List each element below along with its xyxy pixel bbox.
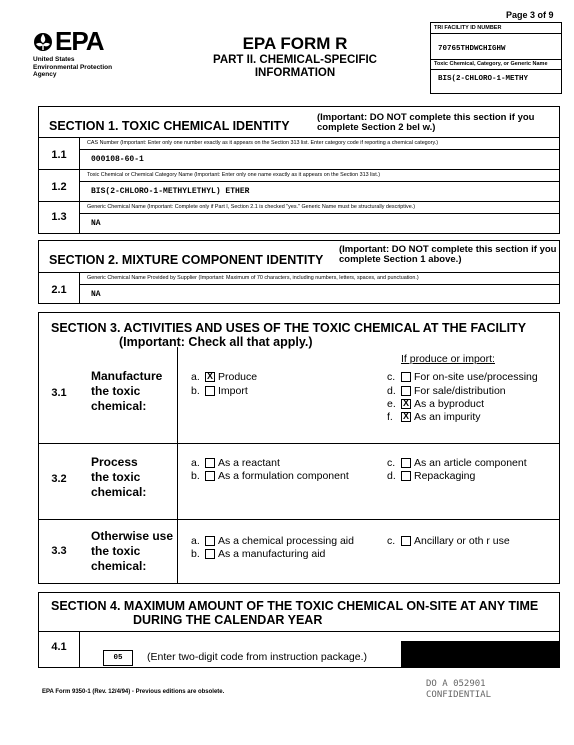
row-number: 1.2 — [51, 181, 67, 193]
epa-wordmark: EPA — [55, 26, 104, 56]
form-title: EPA FORM R — [242, 34, 348, 53]
field-instruction: Generic Chemical Name Provided by Supplier (Important: Maximum of 70 characters, including numbers, letters, spaces, and punctuation.) — [87, 275, 419, 281]
section-3 — [38, 312, 560, 584]
facility-id-value: 70765THDWCHIGHW — [438, 45, 506, 53]
option-manufacturing-aid[interactable]: b. As a manufacturing aid — [191, 548, 326, 560]
option-sale-distribution[interactable]: d. For sale/distribution — [387, 385, 506, 397]
field-instruction: CAS Number (Important: Enter only one number exactly as it appears on the Section 313 list. Enter category code if reporting a chemical category.) — [87, 140, 439, 146]
row-number: 2.1 — [51, 284, 67, 296]
form-footer: EPA Form 9350-1 (Rev. 12/4/94) - Previous editions are obsolete. — [42, 689, 225, 695]
section-2-important: (Important: DO NOT complete this section if you complete Section 1 above.) — [339, 244, 557, 265]
row-number: 3.1 — [51, 387, 67, 399]
section-1-important: (Important: DO NOT complete this section if you complete Section 2 bel w.) — [317, 112, 535, 133]
section-1-title: SECTION 1. TOXIC CHEMICAL IDENTITY — [49, 119, 290, 133]
option-processing-aid[interactable]: a. As a chemical processing aid — [191, 535, 354, 547]
section-4 — [38, 592, 560, 668]
checkbox — [401, 458, 411, 468]
option-produce[interactable]: a. X Produce — [191, 371, 257, 383]
form-title-block — [180, 34, 410, 80]
row-number: 4.1 — [51, 641, 67, 653]
chemical-name-field[interactable]: BIS(2-CHLORO-1-METHYLETHYL) ETHER — [91, 187, 250, 196]
checkbox — [205, 458, 215, 468]
epa-flower-icon — [33, 32, 53, 52]
option-byproduct[interactable]: e. X As a byproduct — [387, 398, 484, 410]
checkbox — [401, 471, 411, 481]
confidential-stamp: DO A 052901 CONFIDENTIAL — [426, 679, 492, 700]
checkbox — [401, 386, 411, 396]
cas-number-field[interactable]: 000108-60-1 — [91, 155, 144, 164]
checkbox — [205, 386, 215, 396]
supplier-generic-name-field[interactable]: NA — [91, 290, 101, 299]
section-2 — [38, 240, 560, 304]
field-instruction: Toxic Chemical or Chemical Category Name (Important: Enter only one name exactly as it appears on the Section 313 list.) — [87, 172, 381, 178]
checkbox — [205, 471, 215, 481]
row-number: 1.3 — [51, 211, 67, 223]
activity-label: Otherwise use the toxic chemical: — [91, 529, 174, 573]
chemical-name-value: BIS(2-CHLORO-1-METHY — [438, 75, 529, 83]
form-subtitle: PART II. CHEMICAL-SPECIFIC — [213, 54, 377, 66]
option-onsite-use[interactable]: c. For on-site use/processing — [387, 371, 538, 383]
option-formulation-component[interactable]: b. As a formulation component — [191, 470, 349, 482]
option-ancillary-use[interactable]: c. Ancillary or oth r use — [387, 535, 510, 547]
tri-id-box — [430, 22, 562, 94]
option-impurity[interactable]: f. X As an impurity — [387, 411, 481, 423]
section-3-title: SECTION 3. ACTIVITIES AND USES OF THE TOXIC CHEMICAL AT THE FACILITY (Important: Check all that apply.) — [51, 321, 527, 349]
row-number: 3.3 — [51, 545, 67, 557]
redaction-bar — [401, 641, 559, 667]
section-1 — [38, 106, 560, 234]
checkbox-checked — [401, 399, 411, 409]
chemical-name-label: Toxic Chemical, Category, or Generic Name — [434, 61, 548, 67]
section-2-title: SECTION 2. MIXTURE COMPONENT IDENTITY — [49, 253, 324, 267]
checkbox — [205, 549, 215, 559]
generic-name-field[interactable]: NA — [91, 219, 101, 228]
checkbox-checked — [401, 412, 411, 422]
activity-label: Process the toxic chemical: — [91, 455, 147, 499]
row-number: 1.1 — [51, 149, 67, 161]
option-import[interactable]: b. Import — [191, 385, 248, 397]
checkbox-checked — [205, 372, 215, 382]
activity-label: Manufacture the toxic chemical: — [91, 369, 163, 413]
if-produce-heading: If produce or import: — [401, 353, 495, 365]
facility-id-label: TRI FACILITY ID NUMBER — [434, 25, 502, 31]
form-subtitle-2: INFORMATION — [254, 67, 336, 79]
option-repackaging[interactable]: d. Repackaging — [387, 470, 476, 482]
code-instruction: (Enter two-digit code from instruction package.) — [147, 651, 368, 663]
option-article-component[interactable]: c. As an article component — [387, 457, 527, 469]
field-instruction: Generic Chemical Name (Important: Complete only if Part I, Section 2.1 is checked "yes." Generic Name must be structurally descriptive.) — [87, 204, 415, 210]
page-number: Page 3 of 9 — [506, 10, 554, 20]
checkbox — [401, 372, 411, 382]
checkbox — [401, 536, 411, 546]
option-reactant[interactable]: a. As a reactant — [191, 457, 280, 469]
checkbox — [205, 536, 215, 546]
epa-logo — [33, 26, 151, 86]
row-number: 3.2 — [51, 473, 67, 485]
max-amount-code-field[interactable]: 05 — [103, 650, 133, 666]
section-4-title: SECTION 4. MAXIMUM AMOUNT OF THE TOXIC CHEMICAL ON-SITE AT ANY TIME DURING THE CALENDAR YEAR — [51, 599, 539, 627]
agency-name: United States Environmental Protection Agency — [33, 56, 113, 78]
